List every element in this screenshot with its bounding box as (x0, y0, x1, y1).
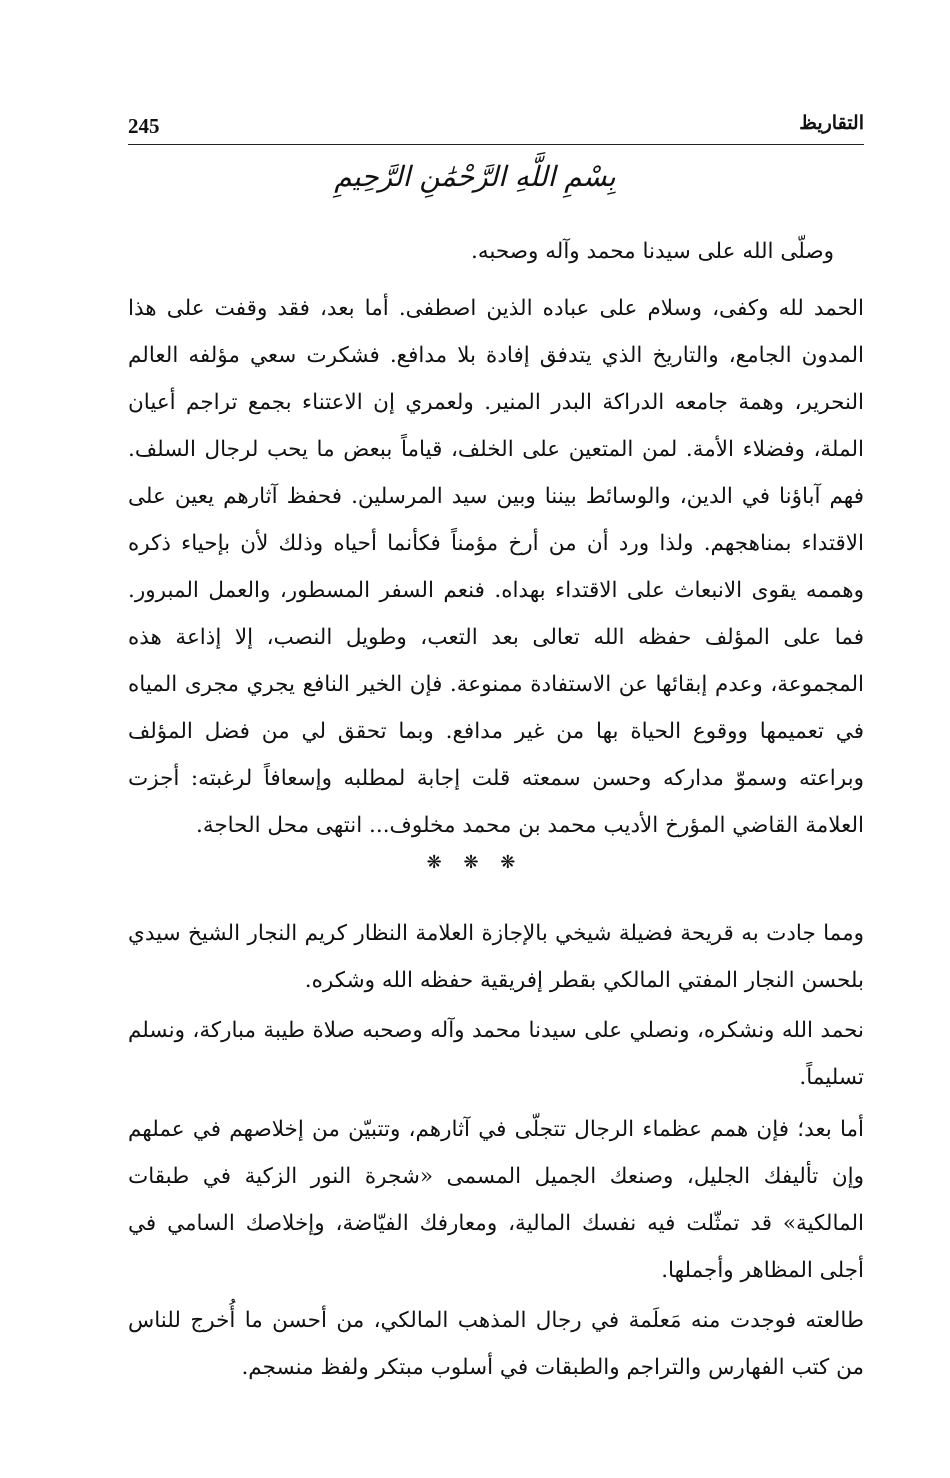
first-endorsement-paragraph: الحمد لله وكفى، وسلام على عباده الذين اصطفى. أما بعد، فقد وقفت على هذا المدون الجامع، والتاريخ الذي يتدفق إفادة بلا مدافع. فشكرت سعي مؤلفه العالم النحرير، وهمة جامعه الدراكة البدر المنير. ولعمري إن الاعتناء بجمع تراجم أعيان الملة، وفضلاء الأمة. لمن المتعين على الخلف، قياماً ببعض ما يحب لرجال السلف. فهم آباؤنا في الدين، والوسائط بيننا وبين سيد المرسلين. فحفظ آثارهم يعين على الاقتداء بمناهجهم. ولذا ورد أن من أرخ مؤمناً فكأنما أحياه وذلك لأن بإحياء ذكره وهممه يقوى الانبعاث على الاقتداء بهداه. فنعم السفر المسطور، والعمل المبرور. فما على المؤلف حفظه الله تعالى بعد التعب، وطويل النصب، إلا إذاعة هذه المجموعة، وعدم إبقائها عن الاستفادة ممنوعة. فإن الخير النافع يجري مجرى المياه في تعميمها ووقوع الحياة بها من غير مدافع. وبما تحقق لي من فضل المؤلف وبراعته وسموّ مداركه وحسن سمعته قلت إجابة لمطلبه وإسعافاً لرغبته: أجزت العلامة القاضي المؤرخ الأديب محمد بن محمد مخلوف... انتهى محل الحاجة. (128, 296, 864, 838)
second-endorsement-closing: طالعته فوجدت منه مَعلَمة في رجال المذهب المالكي، من أحسن ما أُخرج للناس من كتب الفهارس والتراجم والطبقات في أسلوب مبتكر ولفظ منسجم. (128, 1308, 864, 1380)
opening-salutation: وصلّى الله على سيدنا محمد وآله وصحبه. (471, 239, 834, 264)
second-endorsement-praise: نحمد الله ونشكره، ونصلي على سيدنا محمد وآله وصحبه صلاة طيبة مباركة، ونسلم تسليماً. (128, 1018, 864, 1090)
page-header (128, 112, 864, 145)
second-endorsement-intro: ومما جادت به قريحة فضيلة شيخي بالإجازة العلامة النظار كريم النجار الشيخ سيدي بلحسن النجار المفتي المالكي بقطر إفريقية حفظه الله وشكره. (128, 921, 864, 993)
second-endorsement-body: أما بعد؛ فإن همم عظماء الرجال تتجلّى في آثارهم، وتتبيّن من إخلاصهم في عملهم وإن تأليفك الجليل، وصنعك الجميل المسمى «شجرة النور الزكية في طبقات المالكية» قد تمثّلت فيه نفسك المالية، ومعارفك الفيّاضة، وإخلاصك السامي في أجلى المظاهر وأجملها. (128, 1117, 864, 1283)
basmala: بِسْمِ اللَّهِ الرَّحْمَٰنِ الرَّحِيمِ (334, 160, 616, 193)
page-number: 245 (128, 114, 160, 138)
section-separator: ❋ ❋ ❋ (426, 852, 524, 873)
running-title: التقاريظ (799, 112, 864, 134)
